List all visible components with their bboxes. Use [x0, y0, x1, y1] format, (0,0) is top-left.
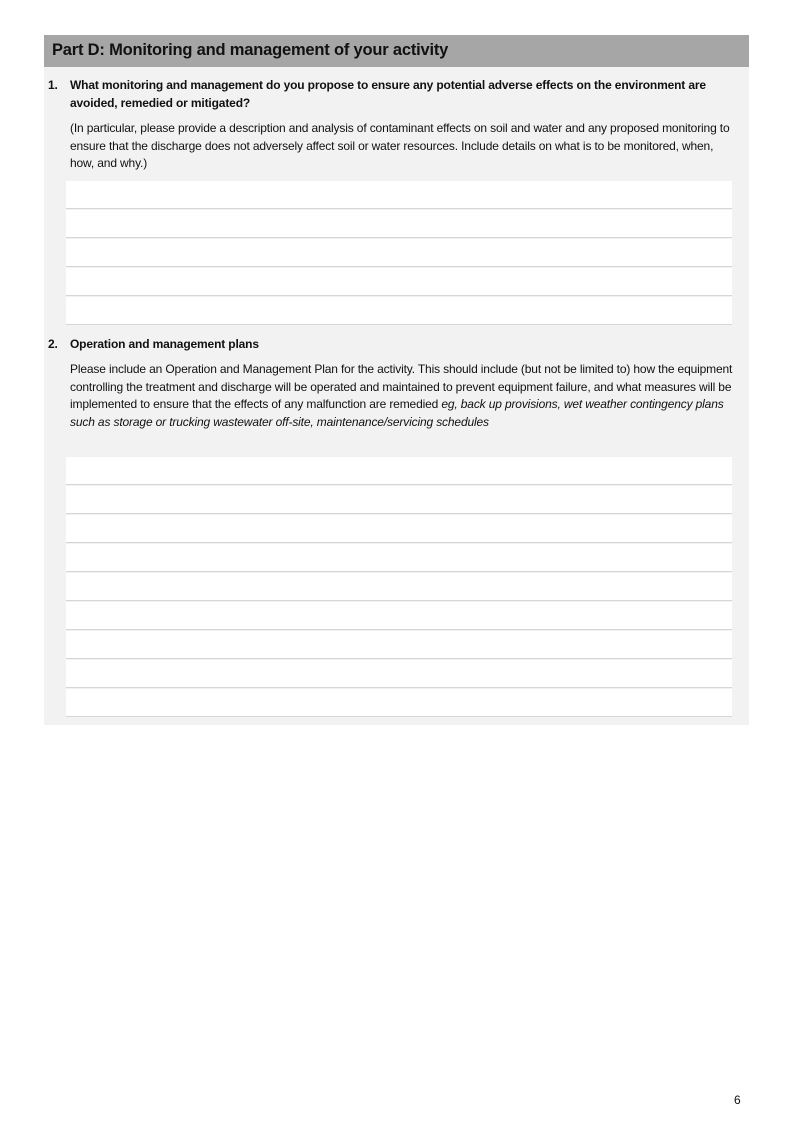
answer-line-field[interactable] [66, 457, 732, 485]
answer-line-field[interactable] [66, 297, 732, 325]
answer-line-field[interactable] [66, 660, 732, 688]
form-panel [44, 67, 749, 725]
answer-line-field[interactable] [66, 239, 732, 267]
section-header [44, 35, 749, 67]
answer-line-field[interactable] [66, 573, 732, 601]
question-title: Operation and management plans [70, 337, 259, 351]
answer-line-field[interactable] [66, 210, 732, 238]
section-title: Part D: Monitoring and management of your activity [52, 41, 449, 59]
answer-line-field[interactable] [66, 486, 732, 514]
description-italic: eg, back up provisions, wet weather contingency plans such as storage or trucking wastewater off-site, maintenance/servicing schedules [70, 397, 724, 429]
answer-line-field[interactable] [66, 631, 732, 659]
answer-line-field[interactable] [66, 689, 732, 717]
answer-line-field[interactable] [66, 268, 732, 296]
question-description [70, 361, 735, 431]
answer-line-field[interactable] [66, 515, 732, 543]
answer-line-field[interactable] [66, 602, 732, 630]
answer-area-1[interactable] [66, 181, 732, 326]
answer-line-field[interactable] [66, 181, 732, 209]
question-number: 1. [48, 78, 58, 92]
question-description: (In particular, please provide a description and analysis of contaminant effects on soil and water and any proposed monitoring to ensure that the discharge does not adversely affect soil or water resources. Include details on what is to be monitored, when, how, and why.) [70, 121, 730, 170]
answer-area-2[interactable] [66, 457, 732, 718]
question-title: What monitoring and management do you propose to ensure any potential adverse effects on the environment are avoided, remedied or mitigated? [70, 78, 706, 110]
page-number: 6 [734, 1093, 741, 1107]
answer-line-field[interactable] [66, 544, 732, 572]
description-text: Please include an Operation and Management Plan for the activity. This should include (but not be limited to) how the equipment controlling the treatment and discharge will be operated and maintained to prevent equipment failure, and what measures will be implemented to ensure that the effects of any malfunction are remedied [70, 362, 733, 411]
question-number: 2. [48, 337, 58, 351]
